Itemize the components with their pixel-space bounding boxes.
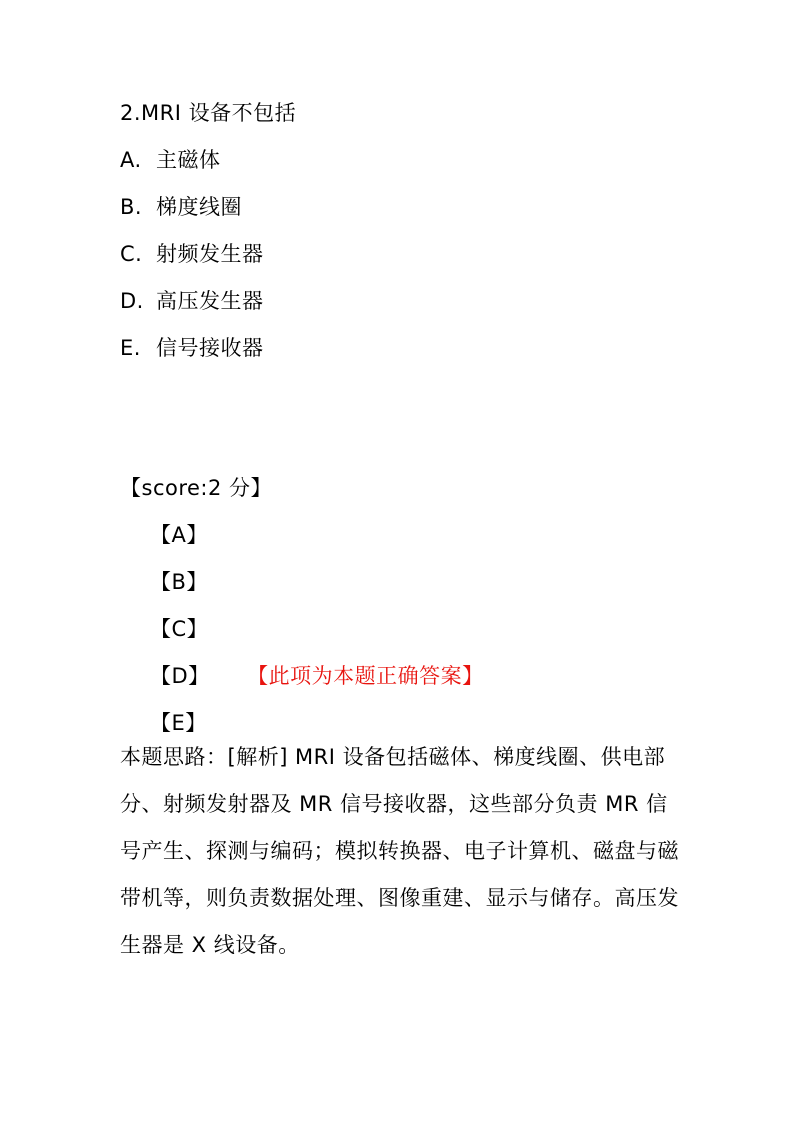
option-d bbox=[120, 289, 264, 313]
option-a bbox=[120, 148, 221, 172]
option-c-label: C. bbox=[120, 242, 143, 266]
option-b-label: B. bbox=[120, 195, 143, 219]
score-label: 【score:2 分】 bbox=[120, 476, 273, 500]
answer-c-label: 【C】 bbox=[150, 617, 209, 641]
option-e bbox=[120, 336, 264, 360]
answer-a-label: 【A】 bbox=[150, 523, 208, 547]
answer-d bbox=[150, 664, 484, 688]
option-b-text: 梯度线圈 bbox=[156, 195, 242, 219]
option-c-text: 射频发生器 bbox=[156, 242, 264, 266]
option-a-text: 主磁体 bbox=[156, 148, 221, 172]
answer-d-label: 【D】 bbox=[150, 664, 210, 688]
answer-e-label: 【E】 bbox=[150, 711, 207, 735]
answer-b-label: 【B】 bbox=[150, 570, 208, 594]
correct-answer-note: 【此项为本题正确答案】 bbox=[257, 664, 484, 688]
option-e-label: E. bbox=[120, 336, 141, 360]
explanation-text: 本题思路：[解析] MRI 设备包括磁体、梯度线圈、供电部分、射频发射器及 MR 信号接收器，这些部分负责 MR 信号产生、探测与编码；模拟转换器、电子计算机、磁盘与磁带机等，则负责数据处理、图像重建、显示与储存。高压发生器是 X 线设备。 bbox=[120, 745, 679, 957]
option-a-label: A. bbox=[120, 148, 142, 172]
answer-e bbox=[150, 711, 207, 735]
question-stem: 2.MRI 设备不包括 bbox=[120, 101, 297, 125]
answer-b bbox=[150, 570, 208, 594]
option-c bbox=[120, 242, 264, 266]
option-d-label: D. bbox=[120, 289, 144, 313]
option-d-text: 高压发生器 bbox=[156, 289, 264, 313]
option-e-text: 信号接收器 bbox=[156, 336, 264, 360]
option-b bbox=[120, 195, 242, 219]
answer-a bbox=[150, 523, 208, 547]
answer-c bbox=[150, 617, 208, 641]
